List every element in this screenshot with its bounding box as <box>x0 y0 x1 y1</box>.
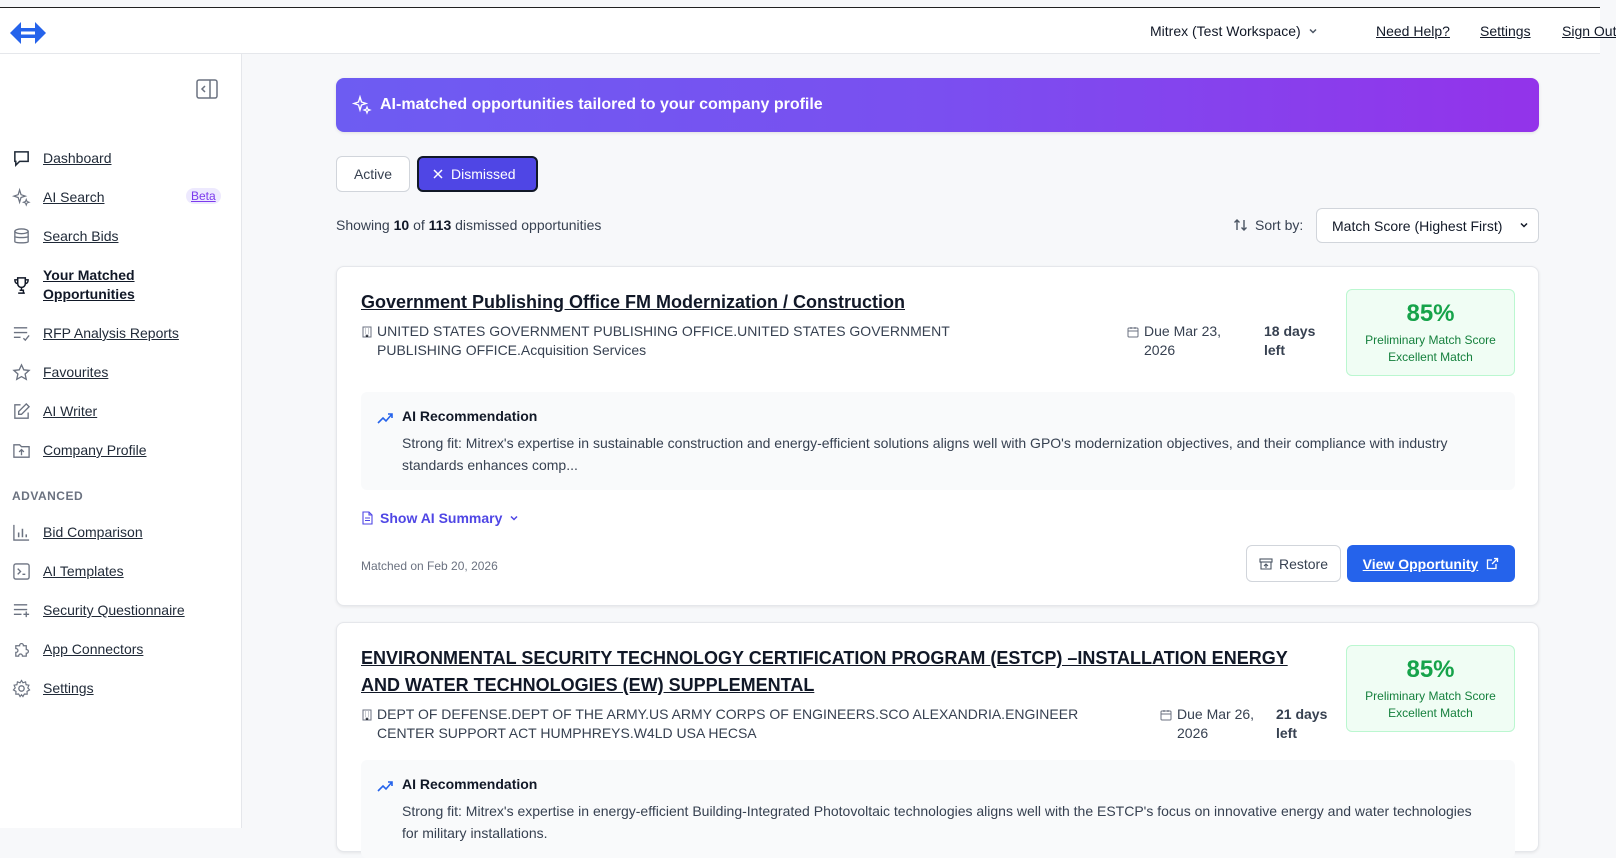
list-check-icon <box>12 324 31 343</box>
external-link-icon <box>1486 557 1499 570</box>
show-ai-summary-label: Show AI Summary <box>380 510 503 526</box>
settings-link[interactable]: Settings <box>1480 23 1531 39</box>
sidebar-item-matched-opportunities[interactable] <box>12 266 162 304</box>
ai-recommendation-box <box>361 760 1515 858</box>
view-opportunity-button[interactable] <box>1347 545 1515 582</box>
match-quality-label: Excellent Match <box>1388 350 1473 364</box>
match-score-value: 85% <box>1406 656 1455 683</box>
due-date <box>1127 322 1237 360</box>
trending-up-icon <box>377 780 394 792</box>
matched-date: Matched on Feb 20, 2026 <box>361 559 498 573</box>
sidebar-item-label: AI Writer <box>43 403 98 419</box>
top-bar <box>0 8 1616 54</box>
opportunity-card <box>336 622 1539 852</box>
agency-name: UNITED STATES GOVERNMENT PUBLISHING OFFICE.UNITED STATES GOVERNMENT PUBLISHING OFFICE.Acquisition Services <box>377 323 950 358</box>
view-opportunity-label: View Opportunity <box>1362 555 1479 572</box>
sidebar-item-rfp-analysis-reports[interactable] <box>12 324 179 343</box>
due-date <box>1160 705 1270 743</box>
match-quality-label: Excellent Match <box>1388 706 1473 720</box>
chevron-down-icon <box>1307 25 1319 37</box>
tab-label: Active <box>353 166 393 182</box>
restore-label: Restore <box>1278 555 1329 572</box>
sidebar-item-security-questionnaire[interactable] <box>12 601 185 620</box>
match-score-panel <box>1346 289 1515 376</box>
calendar-icon <box>1160 709 1172 721</box>
sidebar-collapse-icon[interactable] <box>196 79 218 99</box>
agency-name: DEPT OF DEFENSE.DEPT OF THE ARMY.US ARMY CORPS OF ENGINEERS.SCO ALEXANDRIA.ENGINEER CENTER SUPPORT ACT HUMPHREYS.W4LD USA HECSA <box>377 706 1079 741</box>
due-date-text: Due Mar 23, 2026 <box>1144 323 1222 358</box>
sidebar-item-label: AI Search <box>43 189 105 205</box>
sidebar-item-label: Search Bids <box>43 228 119 244</box>
days-left: 18 days left <box>1264 323 1316 358</box>
archive-restore-icon <box>1259 557 1273 571</box>
sidebar-item-label: AI Templates <box>43 563 124 579</box>
recommendation-title: AI Recommendation <box>402 776 538 792</box>
sparkles-icon <box>352 95 372 115</box>
advanced-section-heading: ADVANCED <box>12 489 84 503</box>
sidebar-item-label: Security Questionnaire <box>43 602 185 618</box>
calendar-icon <box>1127 326 1139 338</box>
sidebar-item-ai-templates[interactable] <box>12 562 124 581</box>
match-score-panel <box>1346 645 1515 732</box>
sidebar-item-app-connectors[interactable] <box>12 640 143 659</box>
building-icon <box>361 709 373 721</box>
sidebar-item-label: Settings <box>43 680 94 696</box>
gear-icon <box>12 679 31 698</box>
ai-recommendation-box <box>361 392 1515 490</box>
ai-match-banner <box>336 78 1539 132</box>
logo-icon[interactable] <box>8 20 48 46</box>
days-left: 21 days left <box>1276 706 1328 741</box>
tab-dismissed[interactable] <box>417 156 538 192</box>
opportunity-title[interactable]: Government Publishing Office FM Modernization / Construction <box>361 292 906 312</box>
document-icon <box>361 511 374 525</box>
results-prefix: Showing <box>336 217 390 233</box>
terminal-icon <box>12 562 31 581</box>
sidebar-item-label: Favourites <box>43 364 109 380</box>
opportunity-card <box>336 266 1539 606</box>
pencil-square-icon <box>12 402 31 421</box>
trending-up-icon <box>377 412 394 424</box>
sidebar-item-favourites[interactable] <box>12 363 108 382</box>
results-count <box>336 217 601 233</box>
database-icon <box>12 227 31 246</box>
results-shown: 10 <box>393 217 410 233</box>
workspace-switcher[interactable] <box>1150 23 1319 39</box>
match-score-label: Preliminary Match Score <box>1365 689 1496 703</box>
sort-arrows-icon <box>1233 217 1249 233</box>
banner-text: AI-matched opportunities tailored to your company profile <box>380 96 823 113</box>
sidebar-item-label: RFP Analysis Reports <box>43 325 179 341</box>
tab-label: Dismissed <box>451 166 516 182</box>
sidebar-item-settings[interactable] <box>12 679 94 698</box>
sidebar-item-label: Dashboard <box>43 150 112 166</box>
sort-label: Sort by: <box>1255 217 1304 233</box>
sign-out-link[interactable]: Sign Out <box>1562 23 1616 39</box>
recommendation-text: Strong fit: Mitrex's expertise in energy-efficient Building-Integrated Photovoltaic technologies aligns well with the ESTCP's focus on innovative energy and water technologies for military installations. <box>402 803 1472 841</box>
sort-label-group <box>1233 217 1303 233</box>
agency-info <box>361 705 1121 743</box>
puzzle-icon <box>12 640 31 659</box>
sidebar-item-label: Bid Comparison <box>43 524 143 540</box>
results-total: 113 <box>428 217 452 233</box>
due-date-text: Due Mar 26, 2026 <box>1177 706 1255 741</box>
results-suffix: dismissed opportunities <box>455 217 602 233</box>
close-icon <box>433 169 443 179</box>
opportunity-title[interactable]: ENVIRONMENTAL SECURITY TECHNOLOGY CERTIFICATION PROGRAM (ESTCP) –INSTALLATION ENERGY AND WATER TECHNOLOGIES (EW) SUPPLEMENTAL <box>361 648 1288 695</box>
bar-chart-icon <box>12 523 31 542</box>
sort-select[interactable] <box>1316 208 1539 243</box>
sidebar-item-search-bids[interactable] <box>12 227 118 246</box>
chevron-down-icon <box>508 512 520 524</box>
workspace-name: Mitrex (Test Workspace) <box>1150 23 1301 39</box>
sidebar <box>0 54 242 828</box>
sidebar-item-label: Your Matched Opportunities <box>43 267 135 302</box>
sidebar-item-ai-writer[interactable] <box>12 402 97 421</box>
sort-selected-value: Match Score (Highest First) <box>1332 217 1503 234</box>
match-score-value: 85% <box>1406 300 1455 327</box>
folder-upload-icon <box>12 441 31 460</box>
restore-button[interactable] <box>1246 545 1341 582</box>
star-icon <box>12 363 31 382</box>
building-icon <box>361 326 373 338</box>
sidebar-item-company-profile[interactable] <box>12 441 147 460</box>
chevron-down-icon <box>1518 219 1530 231</box>
results-of: of <box>413 217 425 233</box>
sparkles-icon <box>12 188 31 207</box>
beta-badge[interactable]: Beta <box>186 188 221 204</box>
tab-active[interactable] <box>336 156 410 192</box>
agency-info <box>361 322 1021 360</box>
list-plus-icon <box>12 601 31 620</box>
match-score-label: Preliminary Match Score <box>1365 333 1496 347</box>
need-help-link[interactable]: Need Help? <box>1376 23 1450 39</box>
recommendation-text: Strong fit: Mitrex's expertise in sustainable construction and energy-efficient solutions aligns well with GPO's modernization objectives, and their compliance with industry standards enhances comp... <box>402 435 1448 473</box>
recommendation-title: AI Recommendation <box>402 408 538 424</box>
sidebar-item-bid-comparison[interactable] <box>12 523 143 542</box>
sidebar-item-label: App Connectors <box>43 641 144 657</box>
chat-bubble-icon <box>12 149 31 168</box>
sidebar-item-label: Company Profile <box>43 442 147 458</box>
show-ai-summary-toggle[interactable] <box>361 510 520 526</box>
sidebar-item-dashboard[interactable] <box>12 149 112 168</box>
sidebar-item-ai-search[interactable] <box>12 188 104 207</box>
trophy-icon <box>12 276 31 295</box>
